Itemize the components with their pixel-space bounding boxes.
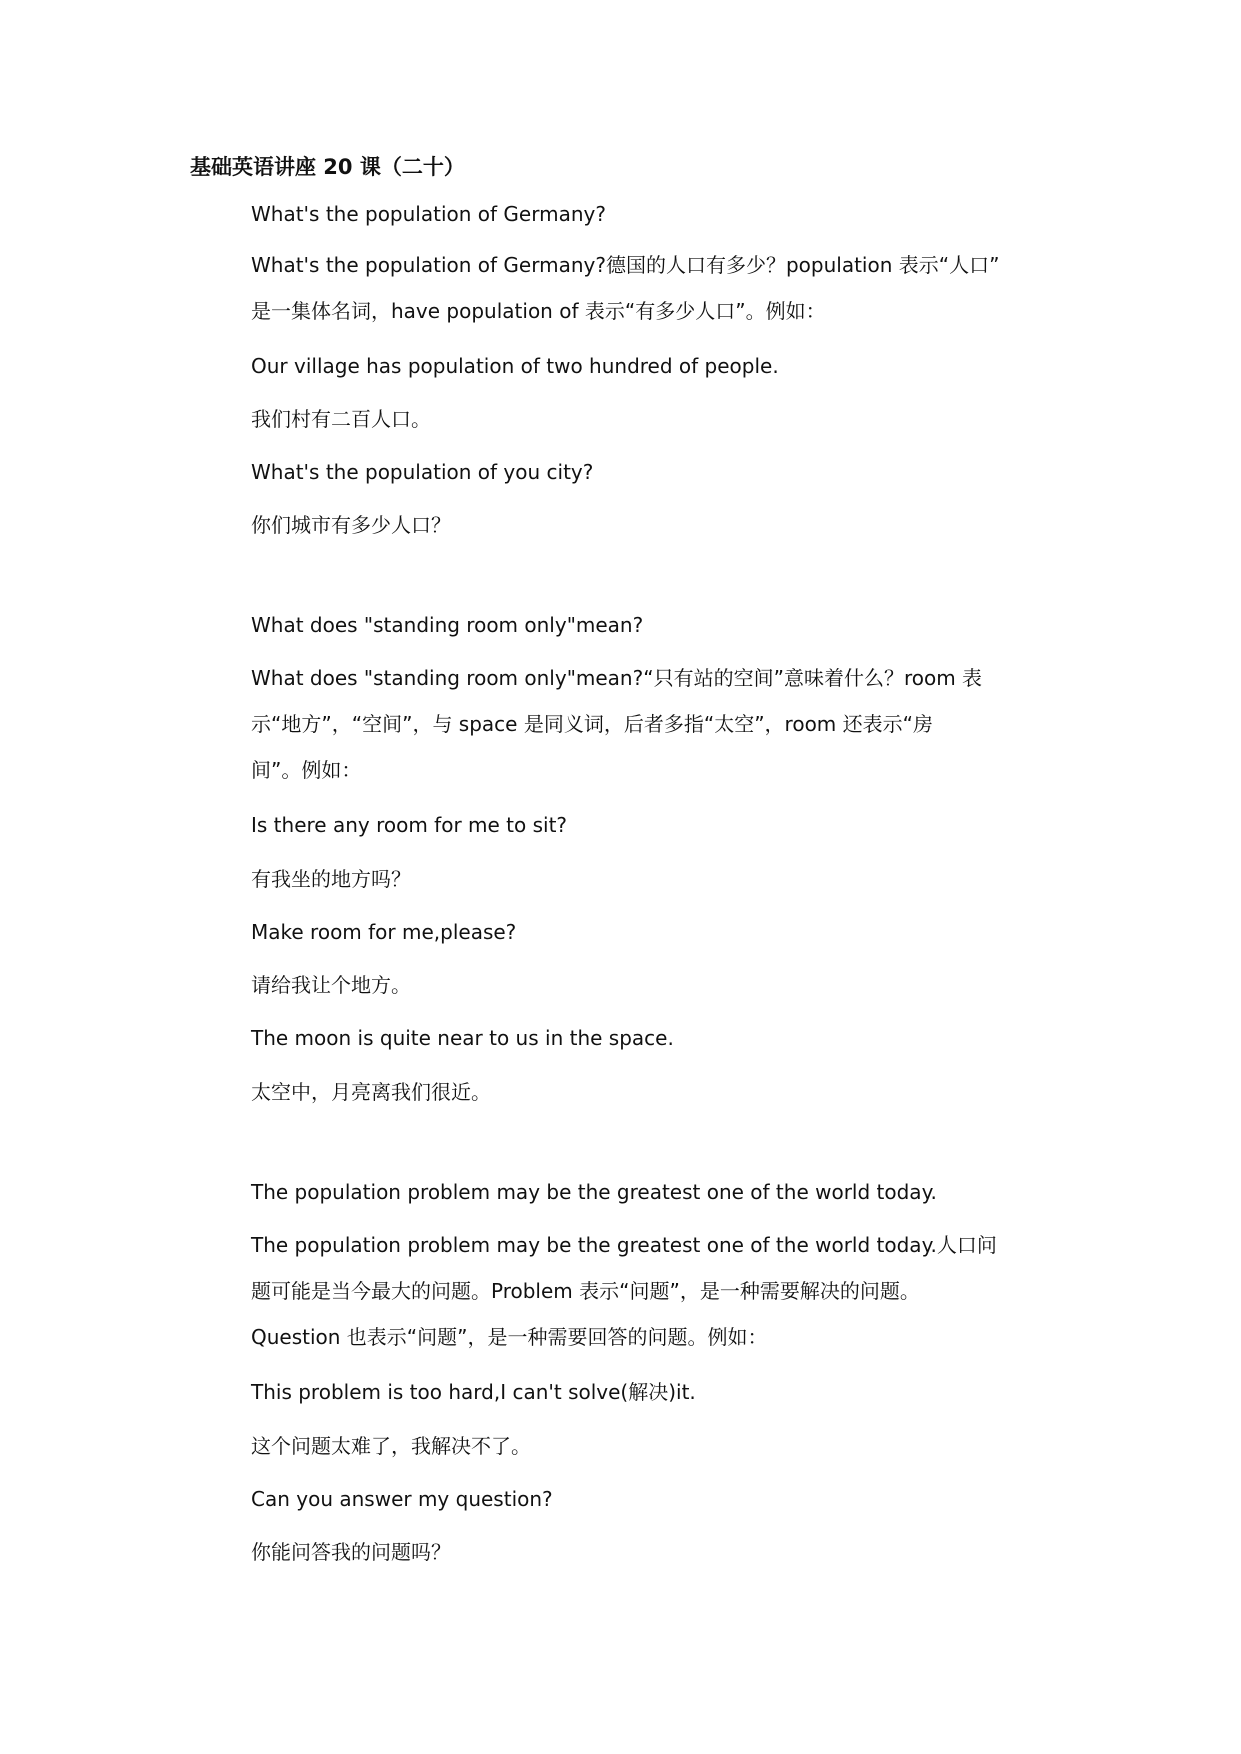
text-line: The population problem may be the greatest one of the world today.: [251, 1180, 937, 1204]
text-line: 太空中，月亮离我们很近。: [251, 1080, 491, 1104]
text-line: The population problem may be the greatest one of the world today.人口问: [251, 1233, 997, 1257]
page-title: 基础英语讲座 20 课（二十）: [190, 155, 465, 179]
text-line: Our village has population of two hundred of people.: [251, 354, 779, 378]
text-line: This problem is too hard,I can't solve(解决)it.: [251, 1380, 696, 1404]
text-line: What's the population of Germany?德国的人口有多少？population 表示“人口”: [251, 253, 1000, 277]
text-line: What does "standing room only"mean?: [251, 613, 644, 637]
text-line: Question 也表示“问题”，是一种需要回答的问题。例如：: [251, 1325, 768, 1349]
text-line: Is there any room for me to sit?: [251, 813, 568, 837]
text-line: Can you answer my question?: [251, 1487, 553, 1511]
text-line: What does "standing room only"mean?“只有站的空间”意味着什么？room 表: [251, 666, 983, 690]
text-line: 这个问题太难了，我解决不了。: [251, 1434, 531, 1458]
text-line: 你们城市有多少人口？: [251, 513, 451, 537]
text-line: 是一集体名词，have population of 表示“有多少人口”。例如：: [251, 299, 826, 323]
text-line: 我们村有二百人口。: [251, 407, 431, 431]
text-line: What's the population of you city?: [251, 460, 594, 484]
text-line: 题可能是当今最大的问题。Problem 表示“问题”，是一种需要解决的问题。: [251, 1279, 920, 1303]
text-line: Make room for me,please?: [251, 920, 517, 944]
text-line: What's the population of Germany?: [251, 202, 606, 226]
text-line: 示“地方”，“空间”，与 space 是同义词，后者多指“太空”，room 还表示“房: [251, 712, 934, 736]
text-line: 请给我让个地方。: [251, 973, 411, 997]
text-line: 你能问答我的问题吗？: [251, 1540, 451, 1564]
text-line: 间”。例如：: [251, 758, 362, 782]
text-line: The moon is quite near to us in the space.: [251, 1026, 674, 1050]
text-line: 有我坐的地方吗？: [251, 867, 411, 891]
